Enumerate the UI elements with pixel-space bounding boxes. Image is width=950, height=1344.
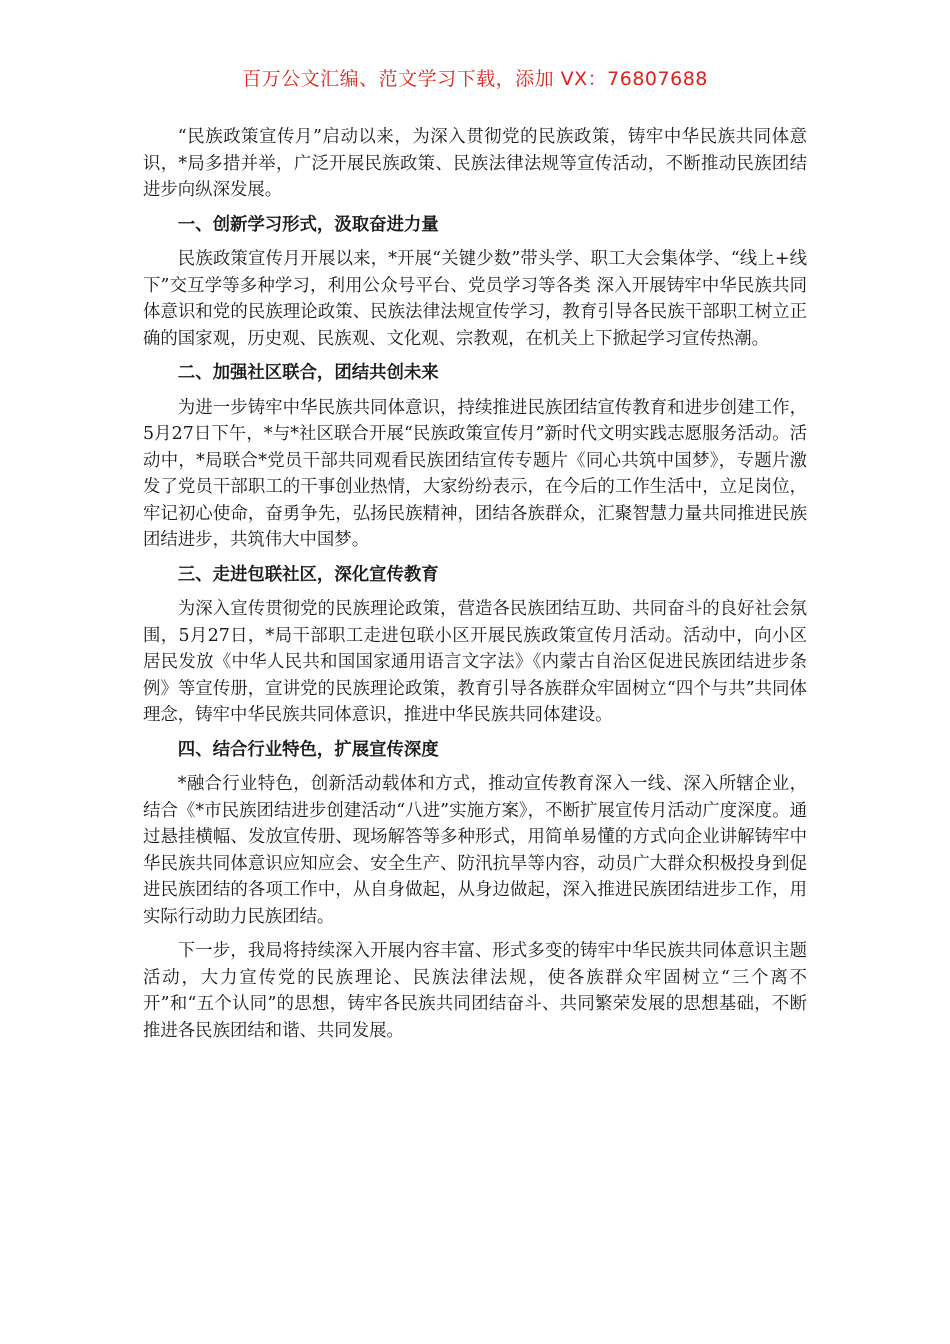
intro-paragraph: “民族政策宣传月”启动以来，为深入贯彻党的民族政策，铸牢中华民族共同体意识，*局多措并举，广泛开展民族政策、民族法律法规等宣传活动，不断推动民族团结进步向纵深发展。 [143, 127, 807, 200]
section-3-body: 为深入宣传贯彻党的民族理论政策，营造各民族团结互助、共同奋斗的良好社会氛围，5月27日，*局干部职工走进包联小区开展民族政策宣传月活动。活动中，向小区居民发放《中华人民共和国国家通用语言文字法》《内蒙古自治区促进民族团结进步条例》等宣传册，宣讲党的民族理论政策，教育引导各族群众牢固树立“四个与共”共同体理念，铸牢中华民族共同体意识，推进中华民族共同体建设。 [143, 599, 807, 725]
closing-paragraph: 下一步，我局将持续深入开展内容丰富、形式多变的铸牢中华民族共同体意识主题活动，大力宣传党的民族理论、民族法律法规，使各族群众牢固树立“三个离不开”和“五个认同”的思想，铸牢各民族共同团结奋斗、共同繁荣发展的思想基础，不断推进各民族团结和谐、共同发展。 [143, 941, 807, 1041]
document-body [143, 124, 807, 1052]
section-1-heading: 一、创新学习形式，汲取奋进力量 [177, 214, 439, 235]
section-2-heading: 二、加强社区联合，团结共创未来 [177, 363, 439, 383]
section-3-heading: 三、走进包联社区，深化宣传教育 [177, 564, 439, 585]
section-4-body: *融合行业特色，创新活动载体和方式，推动宣传教育深入一线、深入所辖企业，结合《*市民族团结进步创建活动“八进”实施方案》，不断扩展宣传月活动广度深度。通过悬挂横幅、发放宣传册、现场解答等多种形式，用简单易懂的方式向企业讲解铸牢中华民族共同体意识应知应会、安全生产、防汛抗旱等内容，动员广大群众积极投身到促进民族团结的各项工作中，从自身做起，从身边做起，深入推进民族团结进步工作，用实际行动助力民族团结。 [143, 774, 807, 927]
promo-banner: 百万公文汇编、范文学习下载，添加 VX：76807688 [242, 68, 708, 90]
section-4-heading: 四、结合行业特色，扩展宣传深度 [177, 739, 439, 760]
section-2-body: 为进一步铸牢中华民族共同体意识，持续推进民族团结宣传教育和进步创建工作，5月27日下午，*与*社区联合开展“民族政策宣传月”新时代文明实践志愿服务活动。活动中，*局联合*党员干部共同观看民族团结宣传专题片《同心共筑中国梦》，专题片激发了党员干部职工的干事创业热情，大家纷纷表示，在今后的工作生活中，立足岗位，牢记初心使命，奋勇争先，弘扬民族精神，团结各族群众，汇聚智慧力量共同推进民族团结进步，共筑伟大中国梦。 [143, 397, 807, 550]
section-1-body: 民族政策宣传月开展以来，*开展“关键少数”带头学、职工大会集体学、“线上+线下”交互学等多种学习，利用公众号平台、党员学习等各类 深入开展铸牢中华民族共同体意识和党的民族理论政策、民族法律法规宣传学习，教育引导各民族干部职工树立正确的国家观，历史观、民族观、文化观、宗教观，在机关上下掀起学习宣传热潮。 [143, 249, 807, 349]
